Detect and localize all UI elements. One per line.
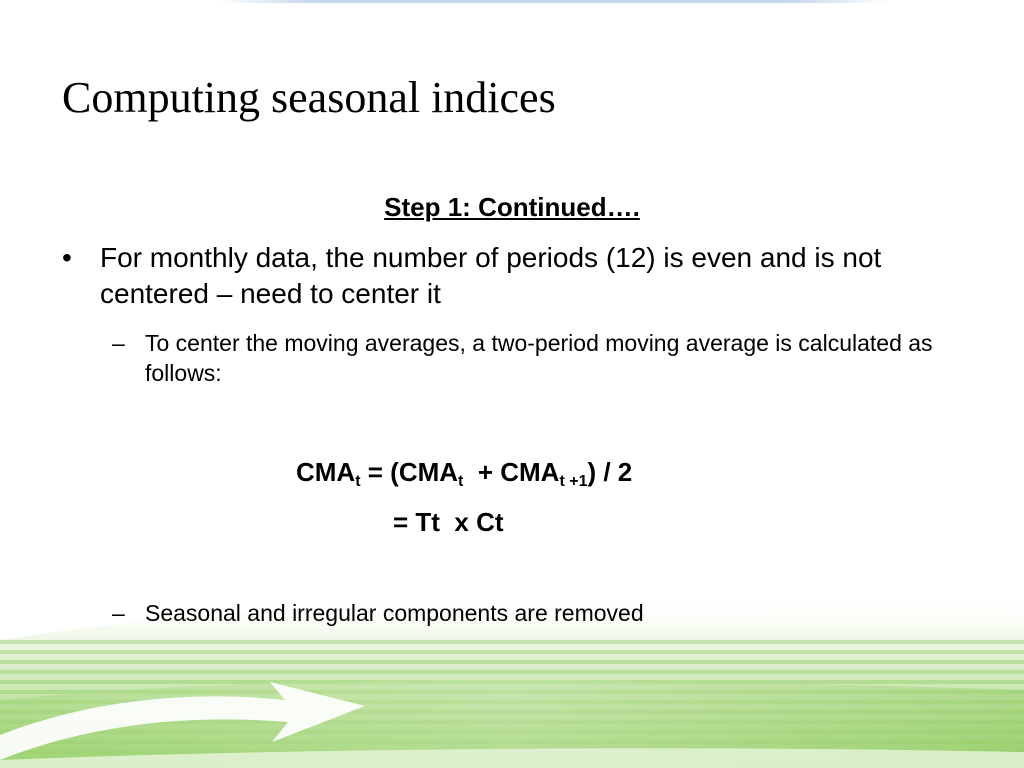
- formula-line-1: [296, 455, 632, 489]
- formula-term2-subscript: t +1: [559, 473, 588, 490]
- formula-lhs: CMA: [296, 457, 356, 487]
- step-heading: Step 1: Continued….: [384, 192, 640, 222]
- sub-bullet-text: To center the moving averages, a two-period moving average is calculated as follows:: [145, 330, 933, 386]
- formula-lhs-subscript: t: [355, 473, 361, 490]
- top-accent-line: [215, 0, 890, 3]
- dash-marker: –: [112, 330, 125, 356]
- formula-plus: + CMA: [463, 457, 560, 487]
- dash-marker: –: [112, 600, 125, 626]
- main-bullet: [62, 240, 982, 312]
- bullet-marker: •: [62, 242, 72, 273]
- sub-bullet-text: Seasonal and irregular components are removed: [145, 600, 644, 626]
- sub-bullet-center-averages: [112, 328, 972, 388]
- bullet-text: For monthly data, the number of periods (12) is even and is not centered – need to center it: [100, 242, 882, 309]
- sub-bullet-components-removed: [112, 598, 972, 628]
- formula-line-2: = Tt x Ct: [393, 507, 504, 537]
- formula-term1-subscript: t: [458, 473, 464, 490]
- formula-eq-open: = (CMA: [360, 457, 459, 487]
- slide-title: Computing seasonal indices: [62, 73, 556, 122]
- formula-close: ) / 2: [587, 457, 633, 487]
